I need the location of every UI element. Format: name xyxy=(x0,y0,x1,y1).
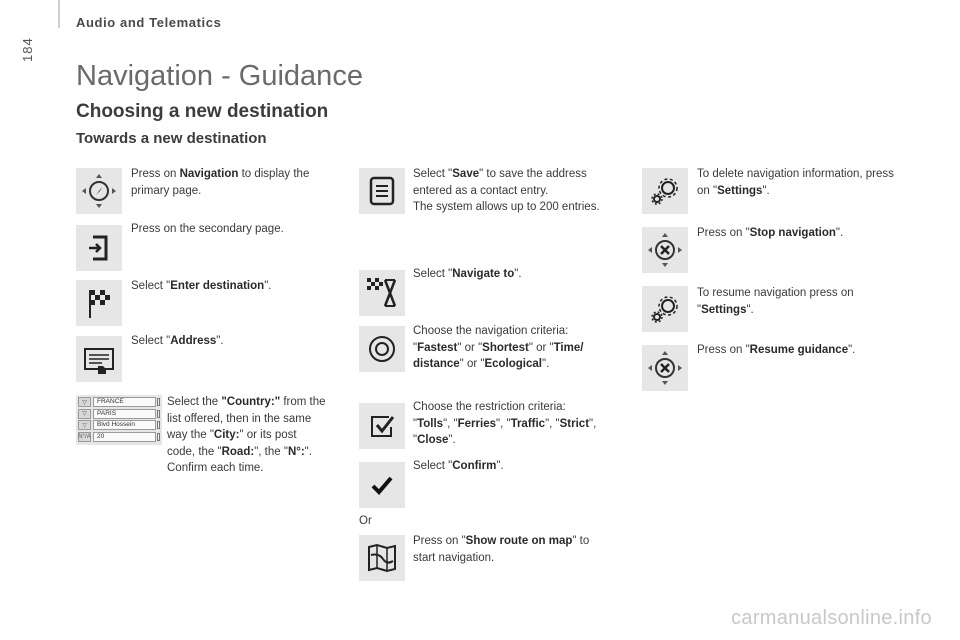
subheading: Towards a new destination xyxy=(76,130,267,147)
watermark: carmanualsonline.info xyxy=(731,607,932,629)
instruction-restriction: Choose the restriction criteria: "Tolls", "Ferries", "Traffic", "Strict", "Close". xyxy=(413,401,597,446)
instruction-navigate-to: Select "Navigate to". xyxy=(413,268,522,280)
secondary-page-icon xyxy=(76,225,122,271)
confirm-check-icon xyxy=(359,462,405,508)
instruction-show-route: Press on "Show route on map" to start navigation. xyxy=(413,535,590,564)
country-list-panel xyxy=(76,395,162,445)
navigation-compass-icon xyxy=(76,168,122,214)
restriction-criteria-icon xyxy=(359,403,405,449)
city-row: ▽ PARIS xyxy=(78,409,160,419)
filter-icon: ▽ xyxy=(78,397,91,407)
navigate-to-icon xyxy=(359,270,405,316)
number-icon: N°/A xyxy=(78,433,91,440)
page-title: Navigation - Guidance xyxy=(76,60,363,92)
filter-icon: ▽ xyxy=(78,409,91,419)
navigation-criteria-icon xyxy=(359,326,405,372)
resume-guidance-icon xyxy=(642,345,688,391)
instruction-delete: To delete navigation information, press on "Settings". xyxy=(697,168,894,197)
instruction-criteria: Choose the navigation criteria: "Fastest" or "Shortest" or "Time/ distance" or "Ecological". xyxy=(413,325,584,370)
stop-navigation-icon xyxy=(642,227,688,273)
instruction-save: Select "Save" to save the address entered as a contact entry. The system allows up to 200 entries. xyxy=(413,168,600,213)
checkered-flag-icon xyxy=(76,280,122,326)
instruction-enter-destination: Select "Enter destination". xyxy=(131,280,272,292)
margin-bar xyxy=(58,0,60,28)
show-route-map-icon xyxy=(359,535,405,581)
section-title: Audio and Telematics xyxy=(76,15,222,30)
settings-gears-icon xyxy=(642,168,688,214)
instruction-address: Select "Address". xyxy=(131,335,224,347)
subtitle: Choosing a new destination xyxy=(76,101,329,122)
address-card-icon xyxy=(76,336,122,382)
instruction-country: Select the "Country:" from the list offered, then in the same way the "City:" or its post code, the "Road:", the "N°:". Confirm each time. xyxy=(167,396,326,474)
number-row: N°/A 20 xyxy=(78,432,160,442)
instruction-resume: Press on "Resume guidance". xyxy=(697,344,856,356)
filter-icon: ▽ xyxy=(78,420,91,430)
settings-gears-icon xyxy=(642,286,688,332)
country-row: ▽ FRANCE xyxy=(78,397,160,407)
save-contact-icon xyxy=(359,168,405,214)
instruction-confirm: Select "Confirm". xyxy=(413,460,504,472)
instruction-resume-settings: To resume navigation press on "Settings". xyxy=(697,287,854,316)
or-separator: Or xyxy=(359,515,372,527)
instruction-secondary: Press on the secondary page. xyxy=(131,223,284,235)
instruction-stop: Press on "Stop navigation". xyxy=(697,227,844,239)
page-number: 184 xyxy=(20,37,35,62)
road-row: ▽ Blvd Hossein xyxy=(78,420,160,430)
instruction-navigation: Press on Navigation to display the primary page. xyxy=(131,168,310,197)
